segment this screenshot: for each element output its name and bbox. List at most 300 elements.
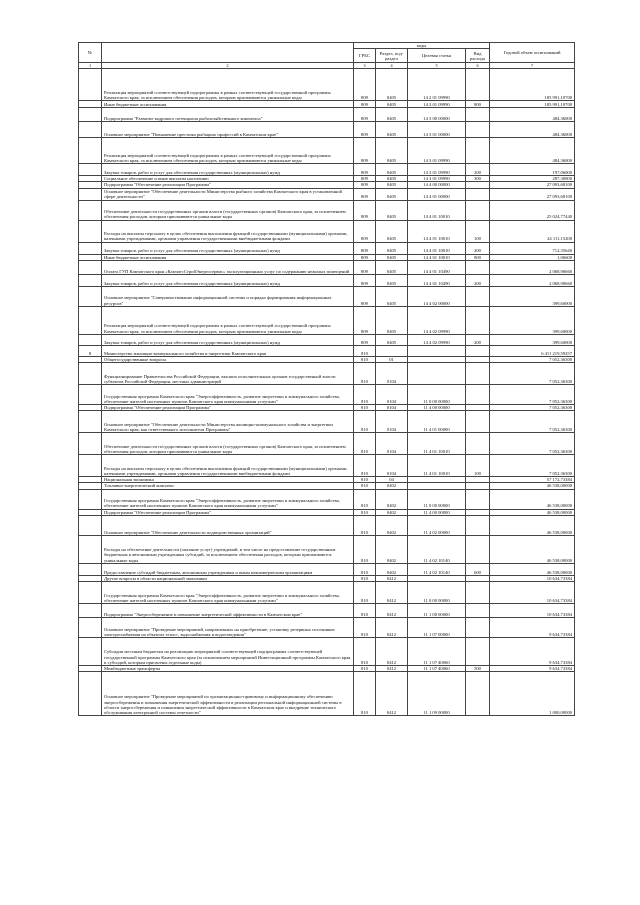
row-amount: 9 634,73384 xyxy=(490,638,575,666)
header-razdel: Раздел, под-раздел xyxy=(376,49,408,63)
row-razdel-code: 0405 xyxy=(376,200,408,220)
row-number xyxy=(79,101,102,108)
row-name: Социальное обеспечение и иные выплаты населению xyxy=(102,176,354,182)
row-name: Функционирование Правительства Российской Федерации, высших исполнительных органов государственной власти субъектов Российской Федерации, местных администраций xyxy=(102,363,354,385)
row-name: Оплата ГУП Камчатского края «КамчатсСтройЭнергосервис» эксплуатационных услуг по содержанию нежилых помещений xyxy=(102,260,354,274)
row-number xyxy=(79,334,102,345)
row-grbs-code: 809 xyxy=(354,176,376,182)
row-name: Закупка товаров, работ и услуг для обеспечения государственных (муниципальных) нужд xyxy=(102,274,354,286)
row-target-article: 14 4 01 10490 xyxy=(408,260,466,274)
row-target-article: 11 1 07 40060 xyxy=(408,638,466,666)
row-grbs-code: 810 xyxy=(354,515,376,535)
row-expense-type xyxy=(466,363,490,385)
column-index: 2 xyxy=(102,63,354,69)
row-name: Основное мероприятие "Проведение мероприятий по организационно-правовому и информационному обеспечению энергосбережения и повышения энергетической эффективности в реализации региональной информационной системы в области энергосбережения и повышения энергетической эффективности в Камчатском крае и внедрение технического обслуживания электронной системы отчетности" xyxy=(102,672,354,716)
row-razdel-code: 0405 xyxy=(376,242,408,254)
table-row xyxy=(79,618,575,638)
row-number xyxy=(79,582,102,604)
row-razdel-code: 0402 xyxy=(376,489,408,509)
column-index: 7 xyxy=(490,63,575,69)
row-target-article: 14 2 01 09990 xyxy=(408,69,466,101)
row-number xyxy=(79,200,102,220)
row-target-article: 14 4 01 00000 xyxy=(408,188,466,200)
table-row xyxy=(79,260,575,274)
row-name: Иные бюджетные ассигнования xyxy=(102,254,354,260)
row-amount: 7 052,36300 xyxy=(490,356,575,362)
row-razdel-code: 0412 xyxy=(376,575,408,581)
row-expense-type: 100 xyxy=(466,455,490,477)
row-target-article: 14 4 01 10010 xyxy=(408,242,466,254)
row-number xyxy=(79,122,102,138)
row-target-article: 11 4 00 00000 xyxy=(408,405,466,411)
row-grbs-code: 809 xyxy=(354,108,376,122)
row-name: Другие вопросы в области национальной экономики xyxy=(102,575,354,581)
row-expense-type xyxy=(466,260,490,274)
row-name: Основное мероприятие "Проведение мероприятий, направленных на приобретение, установку резервных источников электроснабжения на объектах тепло-, водоснабжения и водоотведения" xyxy=(102,618,354,638)
row-target-article xyxy=(408,345,466,356)
table-row xyxy=(79,274,575,286)
table-row xyxy=(79,363,575,385)
row-target-article: 14 4 01 10010 xyxy=(408,254,466,260)
row-razdel-code: 0104 xyxy=(376,433,408,455)
table-row xyxy=(79,69,575,101)
header-celevaya: Целевая статья xyxy=(408,49,466,63)
row-razdel-code: 0405 xyxy=(376,274,408,286)
row-name: Государственная программа Камчатского края "Энергоэффективность, развитие энергетики и коммунального хозяйства, обеспечение жителей населенных пунктов Камчатского края коммунальными услугами" xyxy=(102,385,354,405)
row-razdel-code: 0405 xyxy=(376,306,408,334)
row-expense-type xyxy=(466,69,490,101)
table-row xyxy=(79,101,575,108)
row-name: Основное мероприятие "Повышение престижа рыбацких профессий в Камчатском крае" xyxy=(102,122,354,138)
row-name: Расходы на обеспечение деятельности (оказание услуг) учреждений, в том числе на предоставление государственным бюджетным и автономным учреждениям субсидий, за исключением обеспечения расходов, которым присваиваются уникальные коды xyxy=(102,535,354,563)
row-expense-type: 500 xyxy=(466,666,490,672)
row-razdel-code: 0405 xyxy=(376,122,408,138)
row-amount: 484,36000 xyxy=(490,122,575,138)
row-expense-type xyxy=(466,604,490,618)
row-grbs-code: 810 xyxy=(354,666,376,672)
row-expense-type: 800 xyxy=(466,101,490,108)
row-number xyxy=(79,411,102,433)
row-number xyxy=(79,260,102,274)
row-grbs-code: 809 xyxy=(354,101,376,108)
table-row xyxy=(79,138,575,164)
row-target-article: 11 1 00 00000 xyxy=(408,604,466,618)
row-grbs-code: 810 xyxy=(354,477,376,483)
row-name: Реализация мероприятий соответствующей подпрограммы в рамках соответствующей государственной программы Камчатского края, за исключением обеспечения расходов, которым присваиваются уникальные коды xyxy=(102,138,354,164)
table-row xyxy=(79,164,575,176)
row-target-article: 14 3 01 00000 xyxy=(408,122,466,138)
row-target-article: 11 1 07 40060 xyxy=(408,666,466,672)
row-amount: 57 172,73384 xyxy=(490,477,575,483)
row-amount: 46 538,00000 xyxy=(490,509,575,515)
row-target-article: 14 4 01 10010 xyxy=(408,200,466,220)
row-expense-type xyxy=(466,672,490,716)
row-expense-type xyxy=(466,385,490,405)
row-razdel-code: 0405 xyxy=(376,220,408,242)
row-grbs-code: 809 xyxy=(354,334,376,345)
table-row xyxy=(79,535,575,563)
row-name: Закупка товаров, работ и услуг для обеспечения государственных (муниципальных) нужд xyxy=(102,242,354,254)
row-number xyxy=(79,489,102,509)
row-expense-type xyxy=(466,200,490,220)
row-amount: 25 024,77440 xyxy=(490,200,575,220)
row-grbs-code: 809 xyxy=(354,274,376,286)
row-razdel-code: 0402 xyxy=(376,509,408,515)
row-name: Государственная программа Камчатского края "Энергоэффективность, развитие энергетики и коммунального хозяйства, обеспечение жителей населенных пунктов Камчатского края коммунальными услугами" xyxy=(102,582,354,604)
row-amount: 46 538,00000 xyxy=(490,489,575,509)
table-row xyxy=(79,515,575,535)
row-amount: 46 538,00000 xyxy=(490,515,575,535)
row-amount: 399,60000 xyxy=(490,306,575,334)
row-name: Обеспечение деятельности государственных органов власти (государственных органов) Камчатского края, за исключением обеспечения расходов, которым присваиваются уникальные коды xyxy=(102,200,354,220)
header-name xyxy=(102,43,354,63)
table-row xyxy=(79,582,575,604)
row-expense-type xyxy=(466,306,490,334)
row-grbs-code: 809 xyxy=(354,306,376,334)
row-amount: 10 634,73384 xyxy=(490,575,575,581)
row-target-article: 14 3 01 09990 xyxy=(408,164,466,176)
row-razdel-code: 0104 xyxy=(376,455,408,477)
column-index: 6 xyxy=(466,63,490,69)
row-name: Межбюджетные трансферты xyxy=(102,666,354,672)
row-razdel-code xyxy=(376,345,408,356)
row-amount: 7 052,36300 xyxy=(490,385,575,405)
row-target-article: 11 4 02 00000 xyxy=(408,515,466,535)
row-target-article: 11 4 00 00000 xyxy=(408,509,466,515)
row-grbs-code: 810 xyxy=(354,575,376,581)
row-grbs-code: 810 xyxy=(354,618,376,638)
row-amount: 7 052,36300 xyxy=(490,405,575,411)
row-amount: 1 000,00000 xyxy=(490,672,575,716)
row-amount: 484,36000 xyxy=(490,138,575,164)
row-expense-type xyxy=(466,188,490,200)
table-row xyxy=(79,638,575,666)
row-amount: 7 052,36300 xyxy=(490,411,575,433)
row-expense-type xyxy=(466,515,490,535)
row-number xyxy=(79,535,102,563)
row-grbs-code: 810 xyxy=(354,405,376,411)
table-row xyxy=(79,220,575,242)
row-name: Основное мероприятие "Обеспечение деятельности подведомственных организаций" xyxy=(102,515,354,535)
row-expense-type xyxy=(466,108,490,122)
row-razdel-code: 0402 xyxy=(376,483,408,489)
row-target-article: 14 4 02 09990 xyxy=(408,306,466,334)
header-obem: Годовой объем ассигнований xyxy=(490,43,575,63)
row-razdel-code: 0405 xyxy=(376,176,408,182)
table-row xyxy=(79,433,575,455)
row-amount: 24 111,15200 xyxy=(490,220,575,242)
row-grbs-code: 810 xyxy=(354,509,376,515)
row-expense-type xyxy=(466,345,490,356)
row-target-article: 14 3 00 00000 xyxy=(408,108,466,122)
row-target-article: 14 4 01 10010 xyxy=(408,220,466,242)
row-amount: 399,60000 xyxy=(490,334,575,345)
row-amount: 399,60000 xyxy=(490,286,575,306)
row-amount: 9 634,73384 xyxy=(490,666,575,672)
row-amount: 287,30000 xyxy=(490,176,575,182)
row-razdel-code: 0412 xyxy=(376,618,408,638)
row-grbs-code: 809 xyxy=(354,69,376,101)
row-number xyxy=(79,188,102,200)
row-number xyxy=(79,306,102,334)
row-razdel-code: 0405 xyxy=(376,260,408,274)
row-razdel-code: 01 xyxy=(376,356,408,362)
row-expense-type: 300 xyxy=(466,176,490,182)
row-amount: 9 634,73384 xyxy=(490,618,575,638)
table-row xyxy=(79,455,575,477)
column-index: 3 xyxy=(354,63,376,69)
table-row xyxy=(79,188,575,200)
row-name: Расходы на выплаты персоналу в целях обеспечения выполнения функций государственными (муниципальными) органами, казенными учреждениями, органами управления государственными внебюджетными фондами xyxy=(102,220,354,242)
row-razdel-code: 0402 xyxy=(376,535,408,563)
row-razdel-code: 0405 xyxy=(376,188,408,200)
row-razdel-code: 0402 xyxy=(376,515,408,535)
row-grbs-code: 810 xyxy=(354,582,376,604)
row-grbs-code: 809 xyxy=(354,242,376,254)
row-number xyxy=(79,563,102,575)
row-number xyxy=(79,242,102,254)
row-number xyxy=(79,638,102,666)
row-razdel-code: 0405 xyxy=(376,182,408,188)
row-razdel-code: 0405 xyxy=(376,138,408,164)
row-expense-type xyxy=(466,433,490,455)
row-name: Закупка товаров, работ и услуг для обеспечения государственных (муниципальных) нужд xyxy=(102,334,354,345)
row-number xyxy=(79,385,102,405)
row-amount: 7 052,36300 xyxy=(490,363,575,385)
table-row xyxy=(79,122,575,138)
row-target-article: 11 4 01 10010 xyxy=(408,433,466,455)
budget-table xyxy=(78,42,575,716)
row-name: Государственная программа Камчатского края "Энергоэффективность, развитие энергетики и коммунального хозяйства, обеспечение жителей населенных пунктов Камчатского края коммунальными услугами" xyxy=(102,489,354,509)
row-number xyxy=(79,433,102,455)
row-grbs-code: 810 xyxy=(354,455,376,477)
column-index: 4 xyxy=(376,63,408,69)
row-target-article: 11 0 00 00000 xyxy=(408,385,466,405)
row-number xyxy=(79,220,102,242)
table-row xyxy=(79,672,575,716)
row-number: 8 xyxy=(79,345,102,356)
row-name: Реализация мероприятий соответствующей подпрограммы в рамках соответствующей государственной программы Камчатского края, за исключением обеспечения расходов, которым присваиваются уникальные коды xyxy=(102,69,354,101)
row-amount: 7 052,36300 xyxy=(490,433,575,455)
row-target-article: 14 4 02 00000 xyxy=(408,286,466,306)
header-codes: коды xyxy=(354,43,490,49)
row-grbs-code: 810 xyxy=(354,385,376,405)
row-amount: 1,06600 xyxy=(490,254,575,260)
row-grbs-code: 810 xyxy=(354,483,376,489)
row-amount: 484,36000 xyxy=(490,108,575,122)
table-row xyxy=(79,563,575,575)
row-number xyxy=(79,455,102,477)
row-razdel-code: 0104 xyxy=(376,363,408,385)
table-row xyxy=(79,345,575,356)
row-number xyxy=(79,108,102,122)
row-razdel-code: 0405 xyxy=(376,69,408,101)
header-grbs: ГРБС xyxy=(354,49,376,63)
row-name: Подпрограмма "Обеспечение реализации Программы" xyxy=(102,182,354,188)
row-expense-type: 200 xyxy=(466,242,490,254)
row-grbs-code: 809 xyxy=(354,200,376,220)
row-expense-type xyxy=(466,489,490,509)
row-grbs-code: 810 xyxy=(354,638,376,666)
row-razdel-code: 0412 xyxy=(376,604,408,618)
row-grbs-code: 809 xyxy=(354,164,376,176)
row-razdel-code: 0405 xyxy=(376,334,408,345)
row-grbs-code: 810 xyxy=(354,411,376,433)
row-name: Подпрограмма "Развитие кадрового потенциала рыбохозяйственного комплекса" xyxy=(102,108,354,122)
row-grbs-code: 810 xyxy=(354,433,376,455)
column-index: 1 xyxy=(79,63,102,69)
row-target-article: 14 3 01 09990 xyxy=(408,176,466,182)
row-name: Реализация мероприятий соответствующей подпрограммы в рамках соответствующей государственной программы Камчатского края, за исключением обеспечения расходов, которым присваиваются уникальные коды xyxy=(102,306,354,334)
row-target-article: 11 1 07 00000 xyxy=(408,618,466,638)
row-amount: 10 634,73384 xyxy=(490,604,575,618)
row-amount: 185 991,10700 xyxy=(490,101,575,108)
row-grbs-code: 809 xyxy=(354,182,376,188)
row-razdel-code: 0412 xyxy=(376,582,408,604)
row-expense-type: 200 xyxy=(466,274,490,286)
row-expense-type xyxy=(466,638,490,666)
row-name: Иные бюджетные ассигнования xyxy=(102,101,354,108)
row-expense-type: 200 xyxy=(466,164,490,176)
table-row xyxy=(79,286,575,306)
budget-table-sheet xyxy=(78,42,574,716)
row-razdel-code: 0405 xyxy=(376,164,408,176)
row-expense-type xyxy=(466,618,490,638)
row-grbs-code: 809 xyxy=(354,286,376,306)
table-row xyxy=(79,604,575,618)
row-amount: 185 991,10700 xyxy=(490,69,575,101)
row-razdel-code: 0405 xyxy=(376,286,408,306)
row-amount: 197,06000 xyxy=(490,164,575,176)
row-grbs-code: 809 xyxy=(354,220,376,242)
row-grbs-code: 810 xyxy=(354,363,376,385)
row-number xyxy=(79,274,102,286)
row-name: Основное мероприятие "Совершенствование информационной системы и порядка формирования информационных ресурсов" xyxy=(102,286,354,306)
row-expense-type xyxy=(466,122,490,138)
row-target-article: 14 2 01 09990 xyxy=(408,101,466,108)
row-grbs-code: 809 xyxy=(354,122,376,138)
row-amount: 7 052,36300 xyxy=(490,455,575,477)
row-razdel-code: 04 xyxy=(376,477,408,483)
row-razdel-code: 0405 xyxy=(376,101,408,108)
row-name: Закупка товаров, работ и услуг для обеспечения государственных (муниципальных) нужд xyxy=(102,164,354,176)
row-amount: 27 093,68100 xyxy=(490,188,575,200)
row-name: Основное мероприятие "Обеспечение деятельности Министерства жилищно-коммунального хозяйства и энергетики Камчатского края, как ответственного исполнителя Программы" xyxy=(102,411,354,433)
row-number xyxy=(79,515,102,535)
row-razdel-code: 0104 xyxy=(376,411,408,433)
row-target-article: 11 4 02 10140 xyxy=(408,535,466,563)
row-grbs-code: 809 xyxy=(354,138,376,164)
row-amount: 46 538,00000 xyxy=(490,483,575,489)
row-grbs-code: 810 xyxy=(354,563,376,575)
row-razdel-code: 0412 xyxy=(376,672,408,716)
row-expense-type xyxy=(466,138,490,164)
row-grbs-code: 809 xyxy=(354,254,376,260)
row-target-article: 11 0 00 00000 xyxy=(408,489,466,509)
header-vid: Вид расхода xyxy=(466,49,490,63)
row-grbs-code: 810 xyxy=(354,345,376,356)
row-razdel-code: 0402 xyxy=(376,563,408,575)
row-amount: 46 538,00000 xyxy=(490,563,575,575)
row-razdel-code: 0104 xyxy=(376,385,408,405)
row-target-article: 11 4 01 10010 xyxy=(408,455,466,477)
table-row xyxy=(79,108,575,122)
row-number xyxy=(79,69,102,101)
row-name: Топливно-энергетический комплекс xyxy=(102,483,354,489)
header-num: № xyxy=(79,43,102,63)
row-name: Подпрограмма "Обеспечение реализации Программы" xyxy=(102,405,354,411)
row-grbs-code: 810 xyxy=(354,535,376,563)
row-grbs-code: 810 xyxy=(354,489,376,509)
table-row xyxy=(79,334,575,345)
row-expense-type xyxy=(466,582,490,604)
row-number xyxy=(79,672,102,716)
row-grbs-code: 809 xyxy=(354,188,376,200)
row-number xyxy=(79,164,102,176)
row-name: Подпрограмма "Энергосбережение и повышение энергетической эффективности в Камчатском крае" xyxy=(102,604,354,618)
row-amount: 2 068,90660 xyxy=(490,274,575,286)
table-row xyxy=(79,306,575,334)
row-expense-type: 800 xyxy=(466,254,490,260)
row-grbs-code: 810 xyxy=(354,672,376,716)
row-expense-type: 200 xyxy=(466,334,490,345)
row-expense-type: 600 xyxy=(466,563,490,575)
row-number xyxy=(79,286,102,306)
row-target-article: 14 3 01 09990 xyxy=(408,138,466,164)
row-number xyxy=(79,618,102,638)
row-name: Обеспечение деятельности государственных органов власти (государственных органов) Камчатского края, за исключением обеспечения расходов, которым присваиваются уникальные коды xyxy=(102,433,354,455)
row-expense-type xyxy=(466,535,490,563)
row-target-article: 14 4 01 10490 xyxy=(408,274,466,286)
row-amount: 10 634,73384 xyxy=(490,582,575,604)
row-razdel-code: 0405 xyxy=(376,108,408,122)
row-expense-type xyxy=(466,411,490,433)
row-name: Предоставление субсидий бюджетным, автономным учреждениям и иным некоммерческим организациям xyxy=(102,563,354,575)
row-number xyxy=(79,138,102,164)
row-razdel-code: 0412 xyxy=(376,666,408,672)
row-target-article: 14 4 02 09990 xyxy=(408,334,466,345)
row-target-article: 11 4 02 10140 xyxy=(408,563,466,575)
row-number xyxy=(79,604,102,618)
row-target-article xyxy=(408,363,466,385)
row-amount: 712,35640 xyxy=(490,242,575,254)
row-amount: 46 538,00000 xyxy=(490,535,575,563)
table-row xyxy=(79,242,575,254)
row-target-article: 11 1 09 00000 xyxy=(408,672,466,716)
row-target-article: 11 0 00 00000 xyxy=(408,582,466,604)
row-amount: 6 411 219,59257 xyxy=(490,345,575,356)
table-row xyxy=(79,489,575,509)
row-razdel-code: 0104 xyxy=(376,405,408,411)
row-name: Подпрограмма "Обеспечение реализации Программы" xyxy=(102,509,354,515)
row-razdel-code: 0412 xyxy=(376,638,408,666)
row-target-article: 11 4 01 00000 xyxy=(408,411,466,433)
row-name: Министерство жилищно-коммунального хозяйства и энергетики Камчатского края xyxy=(102,345,354,356)
row-name: Национальная экономика xyxy=(102,477,354,483)
row-amount: 2 068,90660 xyxy=(490,260,575,274)
row-name: Общегосударственные вопросы xyxy=(102,356,354,362)
row-number xyxy=(79,363,102,385)
row-name: Субсидии местным бюджетам на реализацию мероприятий соответствующей подпрограммы соответствующей государственной программы Камчатского края (за исключением мероприятий Инвестиционной программы Камчатского края и субсидий, которым присвоены отдельные коды) xyxy=(102,638,354,666)
table-row xyxy=(79,385,575,405)
row-amount: 27 093,68100 xyxy=(490,182,575,188)
row-target-article: 14 4 00 00000 xyxy=(408,182,466,188)
row-expense-type xyxy=(466,286,490,306)
table-row xyxy=(79,200,575,220)
table-row xyxy=(79,411,575,433)
row-grbs-code: 810 xyxy=(354,604,376,618)
row-grbs-code: 810 xyxy=(354,356,376,362)
